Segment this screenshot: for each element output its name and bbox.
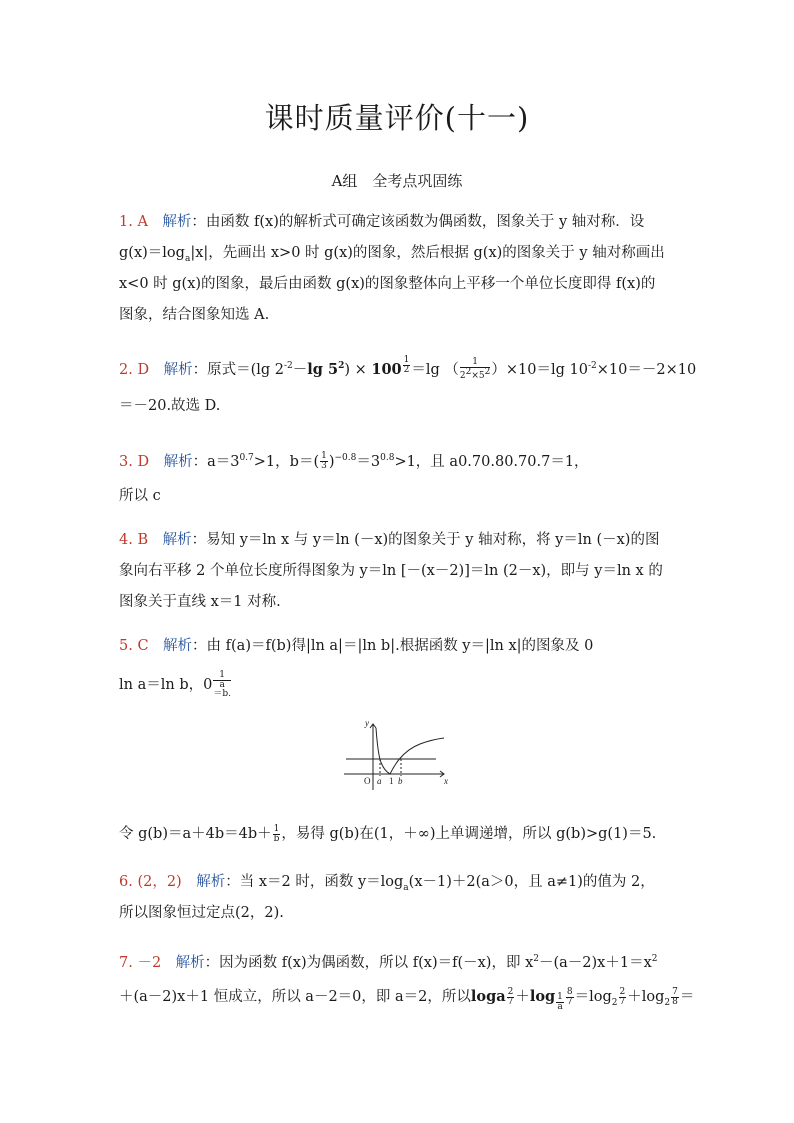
q6-text: ：当 x＝2 时，函数 $y=\log_a(x-1)+2(a>0$，且 a≠1)的值为 2， bbox=[225, 874, 655, 893]
q2-answer: 2. D bbox=[119, 361, 150, 378]
abs-ln-curve bbox=[376, 728, 444, 774]
q1-text: ：由函数 f(x)的解析式可确定该函数为偶函数，图象关于 y 轴对称．设 bbox=[191, 214, 645, 230]
q3-answer: 3. D bbox=[119, 453, 150, 470]
page-title: 课时质量评价(十一) bbox=[264, 101, 530, 135]
q1-analysis-tag: 解析 bbox=[162, 214, 192, 230]
q3-text: ：$a=3^{0.7}>1$，b＝( $\frac{1}{3}$ )$^{-0.8}=3^{0.8}>1$，且 a0.70.80.70.7＝1， bbox=[192, 451, 589, 472]
ln-abs-graph bbox=[340, 716, 452, 792]
q6-answer: 6. (2，2) bbox=[119, 874, 182, 890]
q5-analysis-tag: 解析 bbox=[163, 638, 193, 654]
q1-answer: 1. A bbox=[119, 214, 148, 230]
label-b: b bbox=[398, 776, 403, 786]
q2-line2: ＝－20.故选 D. bbox=[119, 398, 221, 414]
q1-line4: 图象，结合图象知选 A. bbox=[119, 307, 270, 323]
q6-line2: 所以图象恒过定点(2，2). bbox=[119, 905, 284, 921]
q4-line1 bbox=[119, 530, 659, 550]
q5-answer: 5. C bbox=[119, 638, 149, 654]
q4-analysis-tag: 解析 bbox=[162, 532, 192, 548]
q7-answer: 7. －2 bbox=[119, 954, 162, 971]
q1-line2: $g(x)=\log_a|x|$，先画出 x>0 时 g(x)的图象，然后根据 g(x)的图象关于 y 轴对称画出 bbox=[119, 245, 665, 264]
q7-line1 bbox=[119, 949, 657, 973]
q3-line2: 所以 c bbox=[119, 488, 161, 504]
q7-text: ：因为函数 f(x)为偶函数，所以 f(x)＝f(－x)，即 $x^2-(a-2)x+1=x^2$ bbox=[204, 954, 658, 971]
q1-line3: x<0 时 g(x)的图象，最后由函数 g(x)的图象整体向上平移一个单位长度即得 f(x)的 bbox=[119, 276, 656, 292]
q4-line3: 图象关于直线 x＝1 对称. bbox=[119, 594, 281, 610]
q5-text: ：由 f(a)＝f(b)得|ln a|＝|ln b|.根据函数 y＝|ln x|的图象及 0 bbox=[192, 638, 594, 654]
section-title: A组 全考点巩固练 bbox=[331, 172, 463, 190]
q3-line1 bbox=[119, 448, 589, 472]
label-a: a bbox=[377, 776, 382, 786]
q2-text: ：原式＝(lg $2^{-2}-\lg$ $5^2) \times 100$ $^{\frac{1}{2}}$ ＝lg （ $\frac{1}{2^2\times 5^2}$ ）×10＝lg $10^{-2}\times 10=-2\times 10$ bbox=[192, 355, 697, 382]
q3-analysis-tag: 解析 bbox=[163, 453, 193, 470]
label-x: x bbox=[444, 776, 448, 786]
q7-analysis-tag: 解析 bbox=[175, 954, 205, 971]
label-one: 1 bbox=[389, 776, 394, 786]
q6-analysis-tag: 解析 bbox=[196, 874, 226, 890]
q2-line1 bbox=[119, 356, 696, 381]
q4-text: ：易知 y＝ln x 与 y＝ln (－x)的图象关于 y 轴对称，将 y＝ln (－x)的图 bbox=[191, 532, 660, 548]
label-y: y bbox=[365, 718, 369, 728]
q5-line1 bbox=[119, 636, 593, 656]
q6-line1 bbox=[119, 872, 655, 898]
q5-line3: 令 g(b)＝a＋4b＝4b＋ $\frac{1}{b}$ ，易得 g(b)在(1，＋∞)上单调递增，所以 g(b)>g(1)＝5. bbox=[119, 823, 657, 844]
q1-line1 bbox=[119, 212, 644, 232]
q7-line2: ＋(a－2)x＋1 恒成立，所以 a－2＝0，即 a＝2，所以loga $\frac{2}{7}$ ＋log $_{\frac{1}{a}}$ $\frac{8}{7}$ $=\log_2$ $\frac{2}{7}$ $+\log_2$ $\frac{7}{8}$ ＝ bbox=[119, 986, 695, 1012]
label-origin: O bbox=[364, 776, 371, 786]
q2-analysis-tag: 解析 bbox=[163, 361, 193, 378]
q5-line2: ln a＝ln b，0 1 a ＝b. bbox=[119, 670, 231, 699]
q4-line2: 象向右平移 2 个单位长度所得图象为 y＝ln [－(x－2)]＝ln (2－x)，即与 y＝ln x 的 bbox=[119, 563, 663, 579]
q4-answer: 4. B bbox=[119, 532, 149, 548]
